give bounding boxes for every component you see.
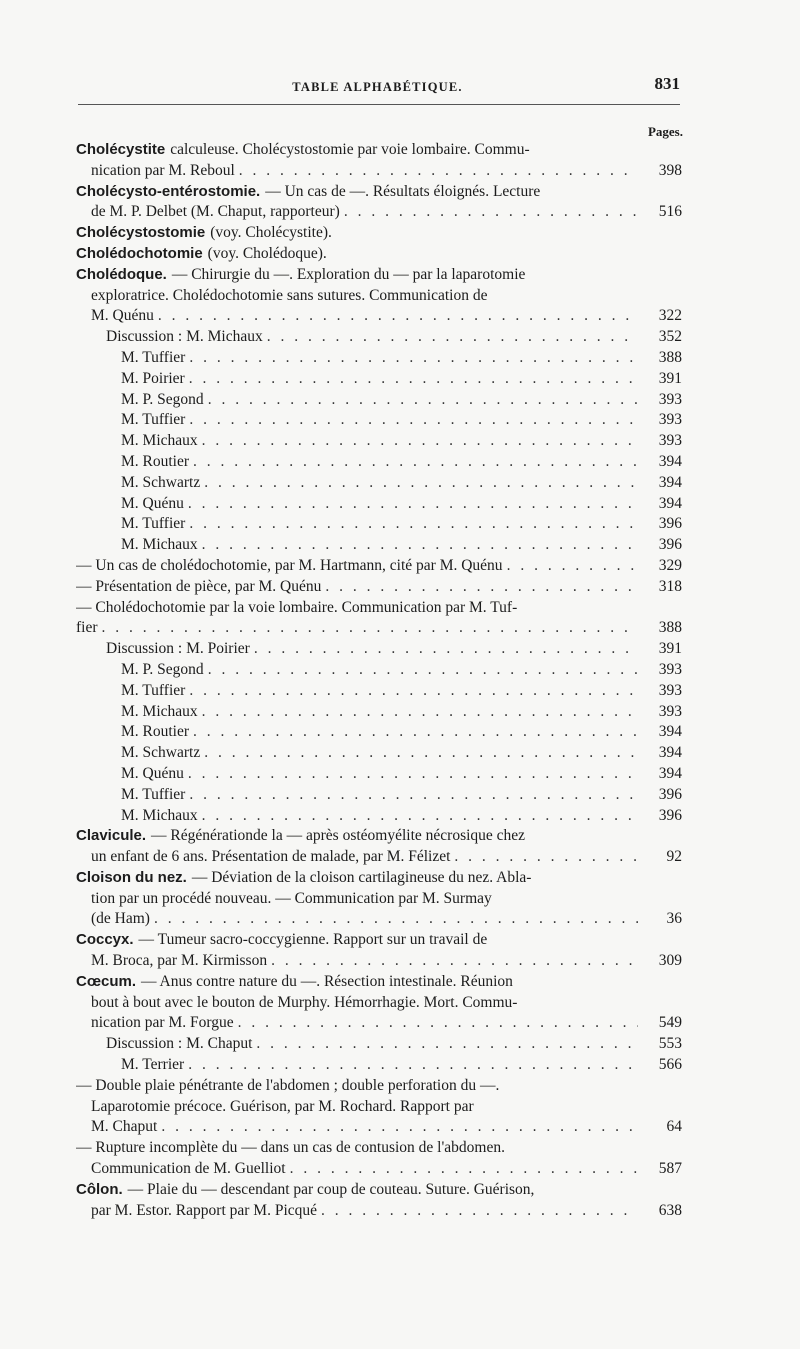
entry-text: M. Chaput [91,1118,158,1136]
page-reference: 322 [658,307,682,325]
dot-leader [193,452,638,473]
dot-leader [161,1117,638,1138]
page-reference: 396 [658,515,682,533]
page-reference: 394 [658,494,682,512]
entry-line [76,410,682,431]
dot-leader [344,202,638,223]
page-reference: 388 [658,348,682,366]
page-reference: 309 [658,952,682,970]
entry-text: tion par un procédé nouveau. — Communication par M. Surmay [91,889,492,907]
page-reference: 553 [658,1035,682,1053]
dot-leader [189,369,638,390]
index-entry [76,182,682,224]
page-reference: 352 [658,328,682,346]
page-reference: 396 [658,785,682,803]
dot-leader [208,390,638,411]
page-reference: 393 [658,702,682,720]
entry-text: M. P. Segond [121,660,204,678]
entry-line [76,951,682,972]
page-reference: 329 [658,556,682,574]
entry-line [76,306,682,327]
entry-line [76,431,682,452]
entry-text: Discussion : M. Michaux [106,328,263,346]
entry-text: — Plaie du — descendant par coup de couteau. Suture. Guérison, [127,1180,535,1198]
entry-text: M. Michaux [121,536,198,554]
dot-leader [267,327,638,348]
entry-line [76,265,682,286]
page-reference: 394 [658,723,682,741]
entry-line [76,764,682,785]
dot-leader [208,660,638,681]
entry-line [76,577,682,598]
entry-text: calculeuse. Cholécystostomie par voie lombaire. Commu- [170,141,530,158]
index-entry [76,1180,682,1222]
dot-leader [189,785,638,806]
entry-line [76,202,682,223]
page-reference: 318 [658,577,682,595]
dot-leader [256,1034,638,1055]
pages-column-label: Pages. [647,124,683,139]
entry-text: M. Tuffier [121,681,186,699]
dot-leader [189,410,638,431]
entry-text: Communication de M. Guelliot [91,1160,286,1178]
page-reference: 64 [666,1118,682,1136]
entry-text: M. Quénu [91,307,154,325]
dot-leader [325,577,638,598]
entry-line [76,514,682,535]
dot-leader [154,909,638,930]
entry-line [76,327,682,348]
entry-line [76,660,682,681]
dot-leader [189,514,638,535]
page-reference: 394 [658,764,682,782]
entry-line [76,930,682,951]
entry-line [76,182,682,203]
entry-text: bout à bout avec le bouton de Murphy. Hémorrhagie. Mort. Commu- [91,993,518,1011]
entry-text: — Double plaie pénétrante de l'abdomen ; double perforation du —. [76,1076,500,1094]
entry-line [76,889,682,910]
entry-term: Cholédoque. [76,265,167,283]
entry-text: M. Poirier [121,369,185,387]
entry-text: (voy. Cholédoque). [207,244,327,262]
entry-text: M. Quénu [121,494,184,512]
entry-text: M. Tuffier [121,411,186,429]
dot-leader [204,473,638,494]
page-reference: 587 [658,1160,682,1178]
entry-text: — Chirurgie du —. Exploration du — par la laparotomie [171,265,526,283]
entry-line [76,535,682,556]
entry-line [76,223,682,244]
dot-leader [204,743,638,764]
page-reference: 516 [658,203,682,221]
entry-text: M. Tuffier [121,515,186,533]
index-entry [76,140,682,182]
entry-line [76,1201,682,1222]
dot-leader [238,1013,638,1034]
entry-text: fier [76,619,98,637]
entry-line [76,244,682,265]
page-reference: 393 [658,432,682,450]
dot-leader [202,806,638,827]
entry-text: M. Tuffier [121,785,186,803]
entry-line [76,494,682,515]
entry-line [76,868,682,889]
dot-leader [271,951,638,972]
entry-text: Laparotomie précoce. Guérison, par M. Rochard. Rapport par [91,1097,474,1115]
entry-text: — Régénérationde la — après ostéomyélite nécrosique chez [151,827,526,845]
index-entry [76,265,682,827]
dot-leader [507,556,638,577]
index-entry [76,223,682,244]
entry-line [76,972,682,993]
entry-text: M. Michaux [121,806,198,824]
entry-line [76,1013,682,1034]
dot-leader [193,722,638,743]
page-reference: 638 [658,1201,682,1219]
entry-line [76,618,682,639]
entry-text: — Un cas de cholédochotomie, par M. Hartmann, cité par M. Quénu [76,556,503,574]
dot-leader [188,494,638,515]
entry-text: Discussion : M. Chaput [106,1035,253,1053]
entry-line [76,161,682,182]
entry-line [76,1097,682,1118]
dot-leader [188,1055,638,1076]
entry-line [76,1055,682,1076]
page-reference: 396 [658,806,682,824]
entry-line [76,286,682,307]
page-number: 831 [654,74,680,93]
entry-line [76,785,682,806]
entry-term: Coccyx. [76,931,134,949]
entry-line [76,1034,682,1055]
entry-line [76,1076,682,1097]
entry-text: M. P. Segond [121,390,204,408]
entry-term: Cholédochotomie [76,244,203,262]
entry-text: M. Tuffier [121,348,186,366]
entry-text: — Rupture incomplète du — dans un cas de contusion de l'abdomen. [76,1139,505,1157]
entry-term: Cholécysto-entérostomie. [76,182,261,200]
entry-line [76,1180,682,1201]
entry-text: M. Schwartz [121,473,201,491]
entry-line [76,1117,682,1138]
index-entry [76,244,682,265]
entry-text: nication par M. Forgue [91,1014,234,1032]
page-reference: 393 [658,660,682,678]
running-title: TABLE ALPHABÉTIQUE. [292,80,463,94]
entry-text: (voy. Cholécystite). [210,224,332,242]
dot-leader [158,306,638,327]
entry-line [76,743,682,764]
page-reference: 36 [666,910,682,928]
entry-line [76,556,682,577]
index-entry [76,826,682,868]
entry-text: M. Schwartz [121,744,201,762]
entry-line [76,1159,682,1180]
entry-line [76,348,682,369]
entry-text: — Cholédochotomie par la voie lombaire. Communication par M. Tuf- [76,598,518,616]
dot-leader [102,618,638,639]
entry-text: — Tumeur sacro-coccygienne. Rapport sur un travail de [138,931,488,949]
entry-text: Discussion : M. Poirier [106,640,250,658]
entry-term: Clavicule. [76,827,147,845]
entry-text: (de Ham) [91,910,150,928]
entry-term: Cloison du nez. [76,868,187,886]
entry-text: M. Routier [121,723,190,741]
entry-line [76,1138,682,1159]
dot-leader [202,702,638,723]
entry-line [76,681,682,702]
page-reference: 92 [666,848,682,866]
dot-leader [254,639,638,660]
page-reference: 391 [658,369,682,387]
page-reference: 394 [658,452,682,470]
entry-line [76,369,682,390]
dot-leader [189,348,638,369]
dot-leader [290,1159,638,1180]
dot-leader [202,535,638,556]
dot-leader [189,681,638,702]
entry-text: — Anus contre nature du —. Résection intestinale. Réunion [141,972,513,990]
entry-text: M. Michaux [121,702,198,720]
page-reference: 394 [658,744,682,762]
page-reference: 393 [658,411,682,429]
entry-term: Cholécystite [76,141,166,158]
entry-text: — Un cas de —. Résultats éloignés. Lecture [265,182,541,200]
dot-leader [454,847,638,868]
page-reference: 394 [658,473,682,491]
page-reference: 388 [658,619,682,637]
page-reference: 391 [658,640,682,658]
entry-text: M. Broca, par M. Kirmisson [91,952,268,970]
index-entry [76,930,682,972]
page-reference: 393 [658,390,682,408]
entry-line [76,722,682,743]
entry-text: M. Michaux [121,432,198,450]
header-rule [78,104,680,105]
index-entries [76,140,682,1221]
entry-line [76,598,682,619]
entry-text: de M. P. Delbet (M. Chaput, rapporteur) [91,203,340,221]
index-entry [76,868,682,930]
page-header [75,72,680,100]
entry-text: nication par M. Reboul [91,161,235,179]
entry-line [76,140,682,161]
entry-term: Cholécystostomie [76,224,206,242]
page-reference: 396 [658,536,682,554]
entry-line [76,702,682,723]
page-reference: 549 [658,1014,682,1032]
page-reference: 393 [658,681,682,699]
entry-text: exploratrice. Cholédochotomie sans sutures. Communication de [91,286,488,304]
entry-line [76,390,682,411]
entry-term: Cœcum. [76,972,136,990]
page-reference: 398 [658,161,682,179]
page-reference: 566 [658,1056,682,1074]
index-entry [76,972,682,1180]
entry-line [76,847,682,868]
entry-line [76,826,682,847]
entry-line [76,473,682,494]
entry-text: M. Quénu [121,764,184,782]
entry-line [76,639,682,660]
entry-term: Côlon. [76,1180,123,1198]
entry-line [76,993,682,1014]
dot-leader [188,764,638,785]
dot-leader [321,1201,638,1222]
entry-line [76,452,682,473]
dot-leader [239,161,638,182]
entry-line [76,909,682,930]
entry-text: M. Terrier [121,1056,185,1074]
entry-text: M. Routier [121,452,190,470]
entry-text: par M. Estor. Rapport par M. Picqué [91,1201,318,1219]
entry-text: un enfant de 6 ans. Présentation de malade, par M. Félizet [91,848,451,866]
entry-text: — Déviation de la cloison cartilagineuse du nez. Abla- [191,868,532,886]
entry-line [76,806,682,827]
dot-leader [202,431,638,452]
entry-text: — Présentation de pièce, par M. Quénu [76,577,322,595]
